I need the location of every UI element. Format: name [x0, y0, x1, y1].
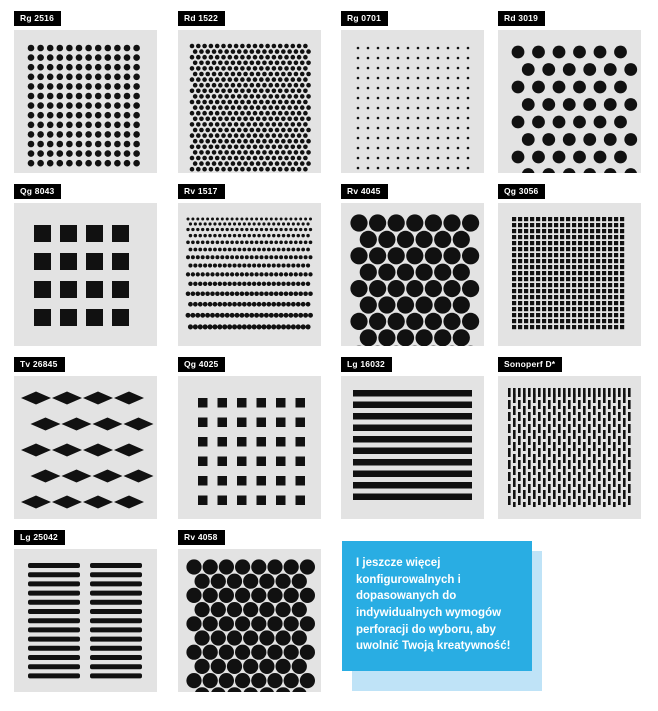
- pattern-label: Rg 0701: [341, 11, 388, 26]
- perforation-pattern-squares-large-grid: [14, 203, 157, 346]
- perforation-pattern-dots-medium-grid: [14, 30, 157, 173]
- pattern-card[interactable]: [498, 181, 641, 346]
- pattern-swatch: [14, 30, 157, 173]
- promo-text: I jeszcze więcej konfigurowalnych i dopasowanych do indywidualnych wymogów perforacji do wyboru, aby uwolnić Twoją kreatywność!: [356, 557, 511, 653]
- pattern-label: Rv 4045: [341, 184, 388, 199]
- pattern-card[interactable]: [341, 354, 484, 519]
- promo-box: [342, 541, 532, 671]
- perforation-pattern-dots-big-hex: [341, 203, 484, 346]
- pattern-swatch: [498, 30, 641, 173]
- perforation-pattern-dots-small-dense: [178, 30, 321, 173]
- pattern-swatch: [341, 376, 484, 519]
- perforation-pattern-diamonds-large: [14, 376, 157, 519]
- pattern-label: Rg 2516: [14, 11, 61, 26]
- pattern-swatch: [178, 30, 321, 173]
- perforation-pattern-dots-tiny-sparse: [341, 30, 484, 173]
- perforation-pattern-squares-small-dense: [498, 203, 641, 346]
- pattern-label: Qg 8043: [14, 184, 61, 199]
- pattern-swatch: [341, 203, 484, 346]
- pattern-card[interactable]: [178, 354, 321, 519]
- pattern-label: Rv 1517: [178, 184, 225, 199]
- pattern-card[interactable]: [14, 354, 157, 519]
- perforation-pattern-dots-xl-hex: [178, 549, 321, 692]
- pattern-swatch: [498, 203, 641, 346]
- pattern-card[interactable]: [498, 8, 641, 173]
- pattern-label: Lg 25042: [14, 530, 65, 545]
- pattern-label: Tv 26845: [14, 357, 65, 372]
- perforation-pattern-dots-small-wave: [178, 203, 321, 346]
- pattern-card[interactable]: [178, 8, 321, 173]
- pattern-swatch: [14, 376, 157, 519]
- pattern-swatch: [178, 549, 321, 692]
- pattern-label: Rd 1522: [178, 11, 225, 26]
- pattern-label: Qg 3056: [498, 184, 545, 199]
- perforation-pattern-slots-horizontal-split: [14, 549, 157, 692]
- promo-callout: [342, 541, 542, 691]
- perforation-pattern-dots-large-stagger: [498, 30, 641, 173]
- pattern-label: Rv 4058: [178, 530, 225, 545]
- pattern-card[interactable]: [14, 8, 157, 173]
- pattern-card[interactable]: [178, 181, 321, 346]
- perforation-pattern-lines-vertical-dashed: [498, 376, 641, 519]
- perforation-pattern-squares-medium-grid: [178, 376, 321, 519]
- pattern-swatch: [178, 203, 321, 346]
- pattern-swatch: [14, 549, 157, 692]
- pattern-swatch: [498, 376, 641, 519]
- pattern-card[interactable]: [14, 527, 157, 692]
- pattern-label: Lg 16032: [341, 357, 392, 372]
- pattern-label: Rd 3019: [498, 11, 545, 26]
- pattern-card[interactable]: [178, 527, 321, 692]
- pattern-swatch: [178, 376, 321, 519]
- pattern-card[interactable]: [341, 8, 484, 173]
- pattern-swatch: [341, 30, 484, 173]
- pattern-label: Qg 4025: [178, 357, 225, 372]
- pattern-label: Sonoperf D*: [498, 357, 562, 372]
- pattern-card[interactable]: [14, 181, 157, 346]
- pattern-swatch: [14, 203, 157, 346]
- pattern-card[interactable]: [341, 181, 484, 346]
- perforation-pattern-lines-horizontal-thick: [341, 376, 484, 519]
- pattern-card[interactable]: [498, 354, 641, 519]
